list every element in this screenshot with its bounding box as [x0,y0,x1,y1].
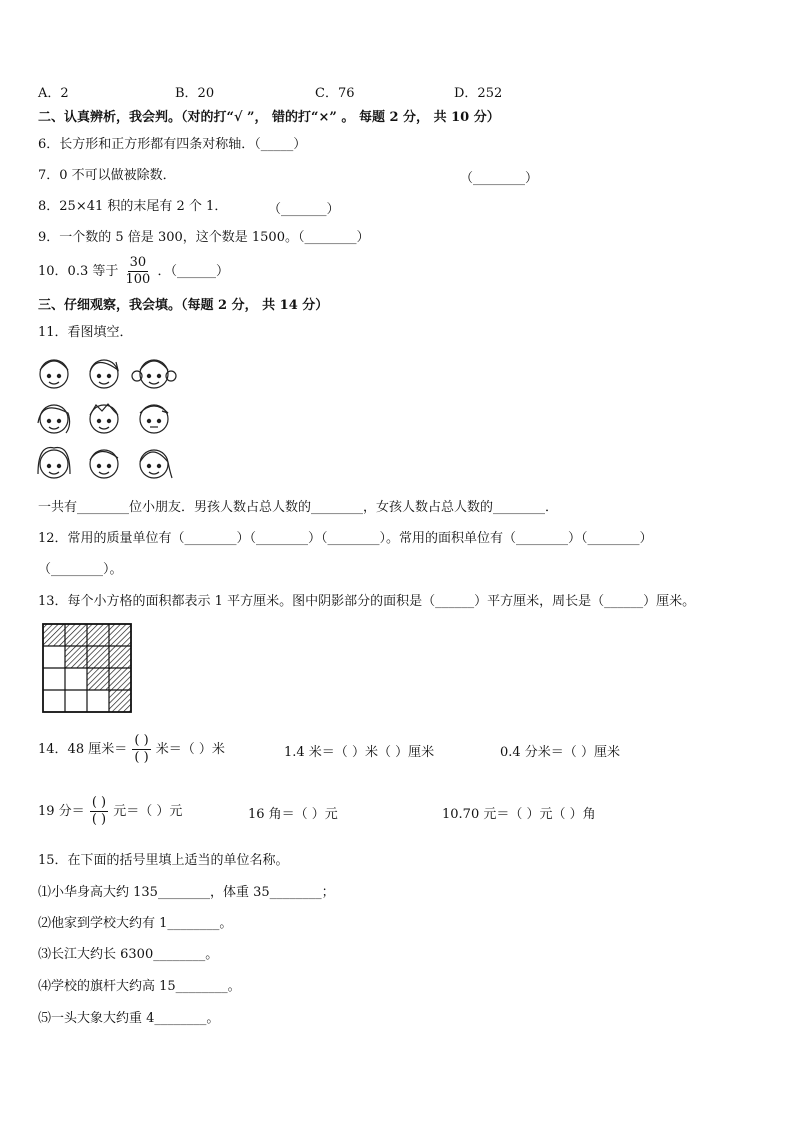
section-2-title: 二、认真辨析，我会判。（对的打“√ ”， 错的打“×” 。 每题 2 分， 共 10 分） [38,110,500,125]
q14-part1-suffix: 米＝（ ）米 [155,742,225,757]
question-13: 13．每个小方格的面积都表示 1 平方厘米。图中阴影部分的面积是（______）平方厘米，周长是（______）厘米。 [38,594,696,609]
q14-part2: 1.4 米＝（ ）米（ ）厘米 [284,745,435,760]
q15-item-4: ⑷学校的旗杆大约高 15________。 [38,979,241,994]
question-14-line-1 [38,730,225,770]
question-12-line-2: （________）。 [38,562,123,577]
q15-item-3: ⑶长江大约长 6300________。 [38,947,219,962]
question-7-answer: （________） [460,171,539,186]
question-10-suffix: ．（______） [157,264,229,279]
fraction-denominator: 100 [125,272,151,287]
question-10 [38,255,229,289]
question-8-answer: （_______） [268,202,340,217]
q15-item-1: ⑴小华身高大约 135________，体重 35________； [38,885,335,900]
fraction-denominator: ( ) [91,812,107,827]
question-15-title: 15．在下面的括号里填上适当的单位名称。 [38,853,289,868]
q15-item-5: ⑸一头大象大约重 4________。 [38,1011,220,1026]
fraction-numerator: 30 [129,255,147,270]
question-10-prefix: 10．0.3 等于 [38,264,119,279]
q14-part3: 0.4 分米＝（ ）厘米 [500,745,620,760]
q14-fraction-1 [132,733,150,766]
question-12-line-1: 12．常用的质量单位有（________）（________）（________）。常用的面积单位有（________）（________） [38,531,653,546]
faces-svg [34,352,184,487]
question-14-line-2 [38,792,182,832]
fraction [124,255,153,288]
q14-part6: 10.70 元＝（ ）元（ ）角 [442,807,596,822]
q15-item-2: ⑵他家到学校大约有 1________。 [38,916,233,931]
question-8: 8．25×41 积的末尾有 2 个 1． [38,199,228,214]
q14-part5: 16 角＝（ ）元 [248,807,338,822]
question-11-answer: 一共有________位小朋友．男孩人数占总人数的________，女孩人数占总人数的________． [38,500,559,515]
fraction-denominator: ( ) [134,750,149,765]
section-3-title: 三、仔细观察，我会填。（每题 2 分， 共 14 分） [38,298,329,313]
fraction-numerator: ( ) [91,795,107,810]
q14-part4-suffix: 元＝（ ）元 [113,804,183,819]
question-6: 6．长方形和正方形都有四条对称轴．（_____） [38,137,307,152]
option-a: A．2 [38,86,69,101]
option-c: C．76 [315,86,355,101]
question-11: 11．看图填空． [38,325,133,340]
q14-part4-prefix: 19 分＝ [38,804,85,819]
question-9: 9．一个数的 5 倍是 300，这个数是 1500。（________） [38,230,370,245]
q14-part1-prefix: 14．48 厘米＝ [38,742,128,757]
option-b: B．20 [175,86,215,101]
children-faces-illustration [34,352,184,491]
area-grid-figure [42,623,132,719]
q14-fraction-2 [90,795,108,828]
fraction-numerator: ( ) [134,733,149,748]
grid-svg [42,623,132,715]
option-d: D．252 [454,86,503,101]
question-7: 7．0 不可以做被除数． [38,168,176,183]
